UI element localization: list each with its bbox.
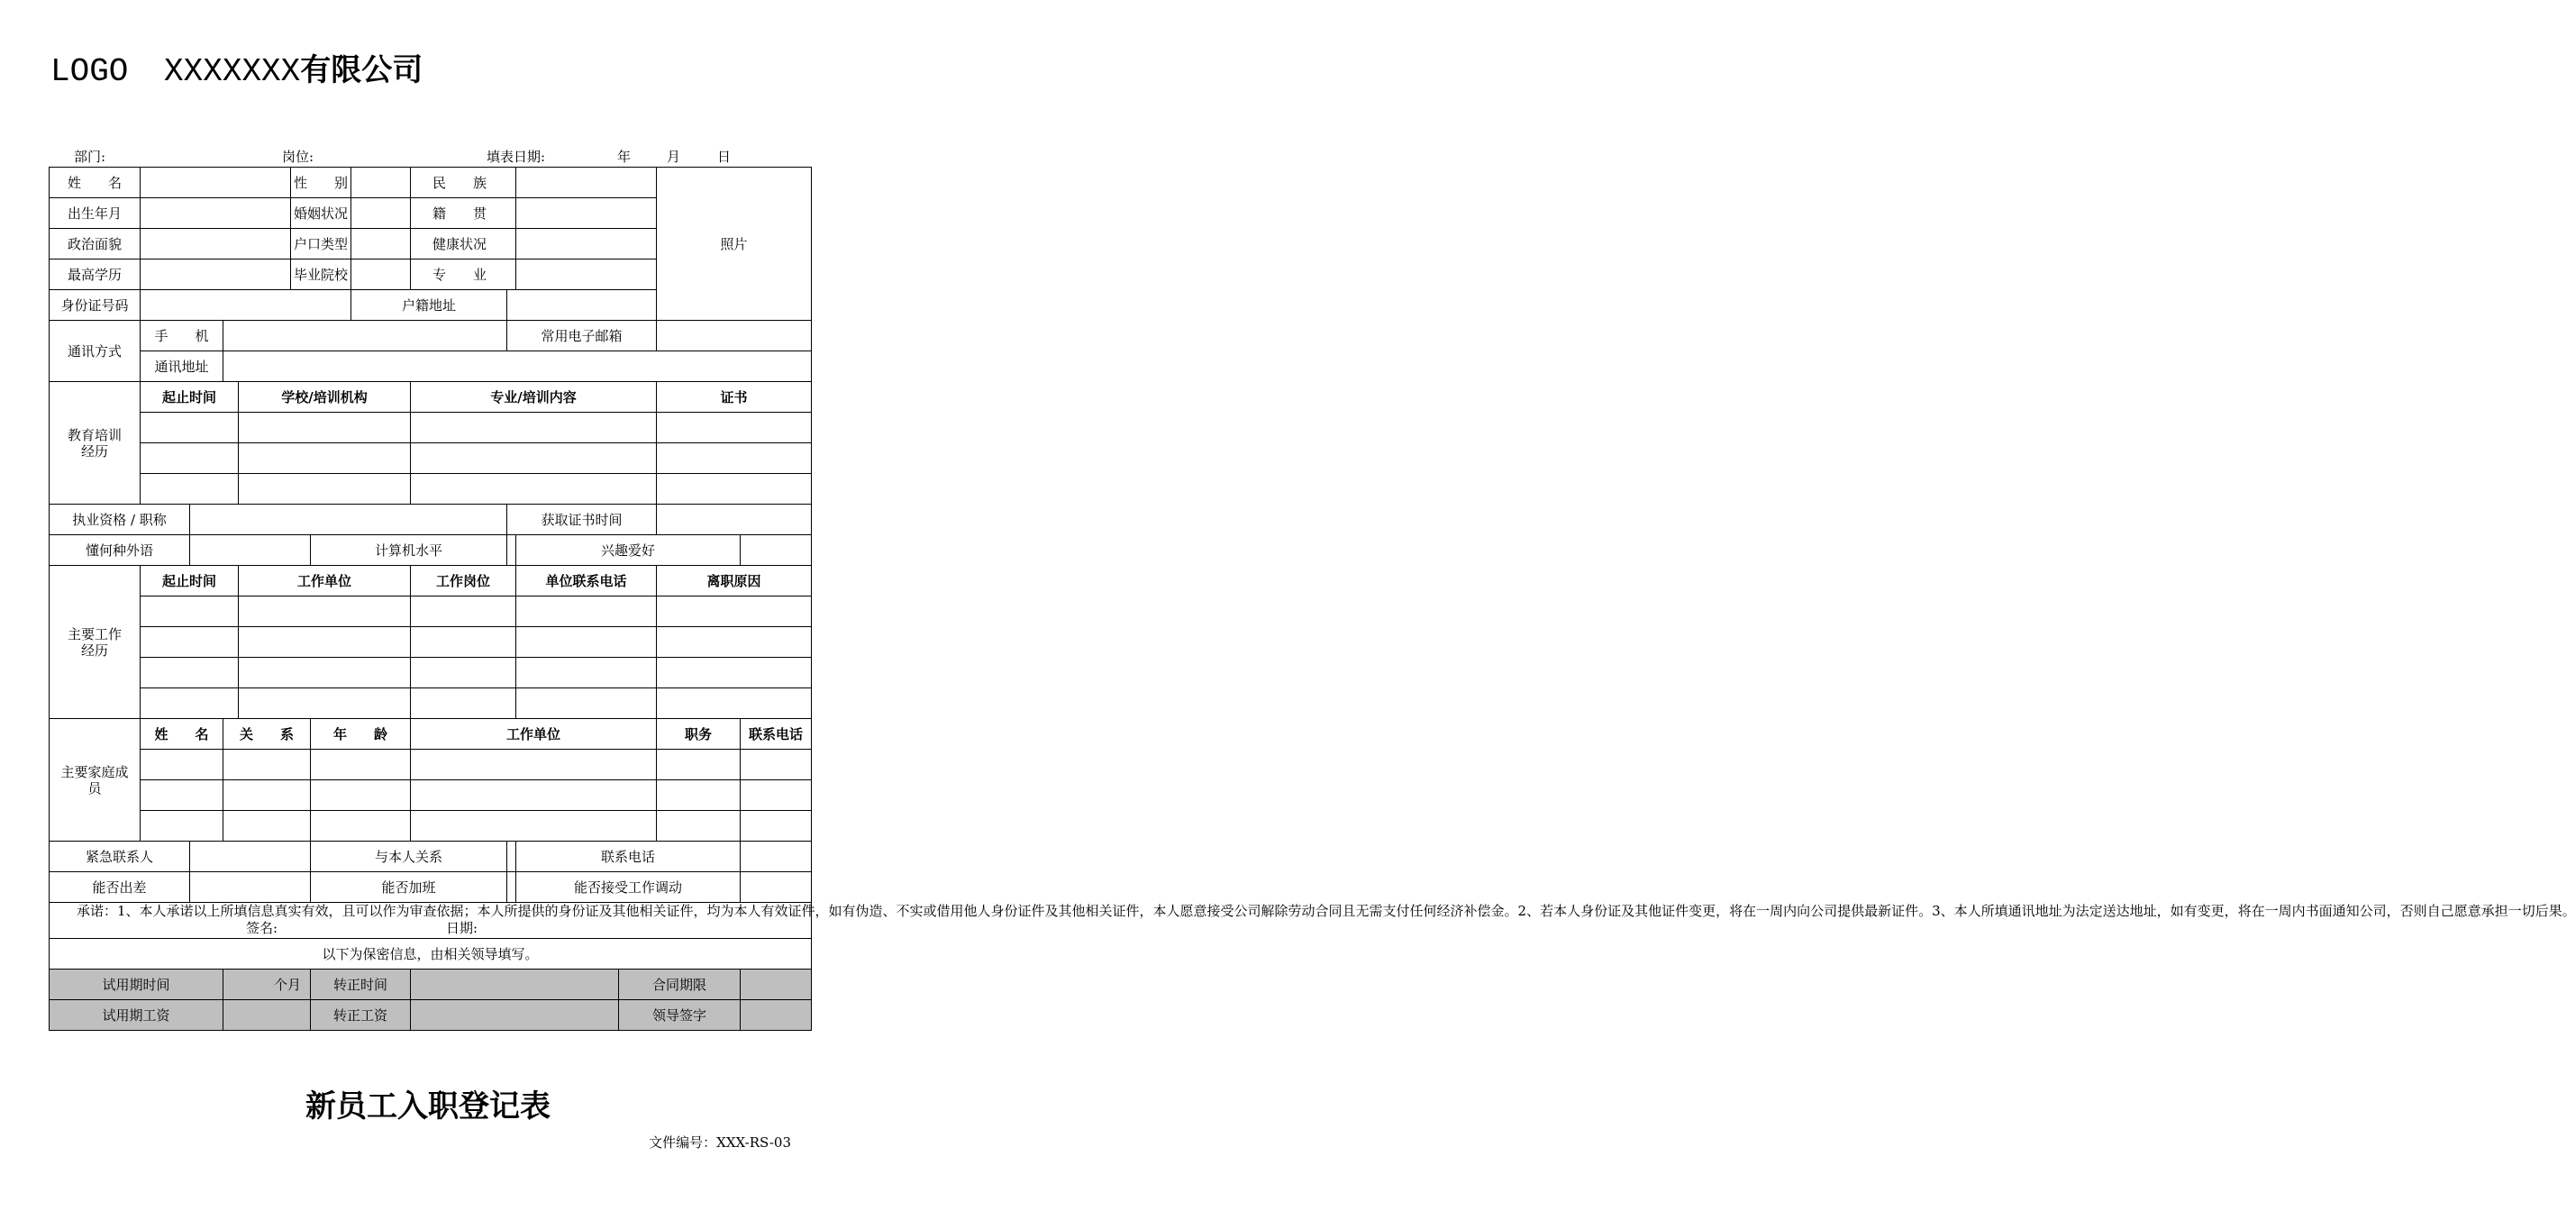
health-field[interactable] xyxy=(516,229,657,260)
political-label: 政治面貌 xyxy=(50,229,141,260)
family-label-text: 主要家庭成员 xyxy=(60,763,129,797)
edu-history-label xyxy=(50,382,141,505)
cert-time-field[interactable] xyxy=(657,505,812,535)
work-col-phone: 单位联系电话 xyxy=(516,566,657,596)
position-label: 岗位: xyxy=(282,149,314,165)
probation-months-field[interactable]: 个月 xyxy=(223,970,311,1000)
computer-label: 计算机水平 xyxy=(311,535,507,566)
birth-field[interactable] xyxy=(141,198,291,229)
sign-label: 签名: xyxy=(246,920,278,936)
education-field[interactable] xyxy=(141,260,291,290)
hobby-field[interactable] xyxy=(741,535,812,566)
row-mobile xyxy=(50,321,812,351)
logo-text: LOGO xyxy=(50,53,129,90)
work-cell[interactable] xyxy=(411,658,516,688)
work-history-label xyxy=(50,566,141,719)
form-title: 新员工入职登记表 xyxy=(305,1088,551,1124)
edu-col-major: 专业/培训内容 xyxy=(411,382,657,413)
family-cell[interactable] xyxy=(741,811,812,842)
hukou-address-field[interactable] xyxy=(507,290,657,321)
row-emergency xyxy=(50,842,812,872)
row-promise xyxy=(50,903,812,939)
health-label: 健康状况 xyxy=(411,229,516,260)
work-cell[interactable] xyxy=(411,596,516,627)
family-cell[interactable] xyxy=(657,750,741,780)
family-label xyxy=(50,719,141,842)
contract-term-field[interactable] xyxy=(741,970,812,1000)
work-cell[interactable] xyxy=(141,658,239,688)
email-field[interactable] xyxy=(657,321,812,351)
row-name xyxy=(50,168,812,198)
hobby-label: 兴趣爱好 xyxy=(516,535,741,566)
family-cell[interactable] xyxy=(223,750,311,780)
row-family-header xyxy=(50,719,812,750)
work-row xyxy=(50,688,812,719)
year-label: 年 xyxy=(617,149,632,165)
signature-line xyxy=(50,920,811,938)
date-label: 填表日期: xyxy=(487,149,546,165)
probation-time-label: 试用期时间 xyxy=(50,970,223,1000)
edu-cell[interactable] xyxy=(141,413,239,443)
company-logo-title xyxy=(50,45,423,90)
contact-label: 通讯方式 xyxy=(50,321,141,382)
work-cell[interactable] xyxy=(516,596,657,627)
work-cell[interactable] xyxy=(516,627,657,658)
family-cell[interactable] xyxy=(141,750,223,780)
family-col-title: 职务 xyxy=(657,719,741,750)
native-label: 籍 贯 xyxy=(411,198,516,229)
family-cell[interactable] xyxy=(657,780,741,811)
row-probation xyxy=(50,970,812,1000)
edu-cell[interactable] xyxy=(411,413,657,443)
edu-col-certificate: 证书 xyxy=(657,382,812,413)
emergency-contact-label: 紧急联系人 xyxy=(50,842,190,872)
work-cell[interactable] xyxy=(239,596,411,627)
political-field[interactable] xyxy=(141,229,291,260)
promise-cell xyxy=(50,903,2576,939)
work-col-period: 起止时间 xyxy=(141,566,239,596)
registration-form-table xyxy=(49,167,2576,1031)
day-label: 日 xyxy=(717,149,732,165)
row-skills xyxy=(50,535,812,566)
row-confidential-note xyxy=(50,939,812,970)
school-label: 毕业院校 xyxy=(291,260,351,290)
major-label: 专 业 xyxy=(411,260,516,290)
probation-salary-field[interactable] xyxy=(223,1000,311,1031)
address-label: 通讯地址 xyxy=(141,351,223,382)
work-cell[interactable] xyxy=(657,627,812,658)
ethnicity-field[interactable] xyxy=(516,168,657,198)
id-number-label: 身份证号码 xyxy=(50,290,141,321)
edu-cell[interactable] xyxy=(239,474,411,505)
family-cell[interactable] xyxy=(223,780,311,811)
family-cell[interactable] xyxy=(311,750,411,780)
family-cell[interactable] xyxy=(141,780,223,811)
company-code: XXXXXXX xyxy=(164,53,301,90)
overtime-field[interactable] xyxy=(507,872,516,903)
school-field[interactable] xyxy=(351,260,411,290)
row-availability xyxy=(50,872,812,903)
travel-label: 能否出差 xyxy=(50,872,190,903)
month-label: 月 xyxy=(667,149,681,165)
marital-label: 婚姻状况 xyxy=(291,198,351,229)
email-label: 常用电子邮箱 xyxy=(507,321,657,351)
work-cell[interactable] xyxy=(657,688,812,719)
row-work-header xyxy=(50,566,812,596)
regular-salary-field[interactable] xyxy=(411,1000,619,1031)
transfer-label: 能否接受工作调动 xyxy=(516,872,741,903)
work-row xyxy=(50,627,812,658)
family-col-age: 年 龄 xyxy=(311,719,411,750)
dept-label: 部门: xyxy=(74,149,106,165)
work-cell[interactable] xyxy=(516,658,657,688)
mobile-label: 手 机 xyxy=(141,321,223,351)
family-row xyxy=(50,750,812,780)
cert-label: 执业资格 / 职称 xyxy=(50,505,190,535)
edu-row xyxy=(50,413,812,443)
cert-time-label: 获取证书时间 xyxy=(507,505,657,535)
family-cell[interactable] xyxy=(741,780,812,811)
computer-field[interactable] xyxy=(507,535,516,566)
hukou-type-label: 户口类型 xyxy=(291,229,351,260)
company-suffix: 有限公司 xyxy=(300,52,423,88)
work-cell[interactable] xyxy=(411,688,516,719)
family-cell[interactable] xyxy=(311,811,411,842)
edu-cell[interactable] xyxy=(239,413,411,443)
transfer-field[interactable] xyxy=(741,872,812,903)
work-cell[interactable] xyxy=(411,627,516,658)
ethnicity-label: 民 族 xyxy=(411,168,516,198)
family-cell[interactable] xyxy=(411,750,657,780)
edu-history-label-text: 教育培训经历 xyxy=(67,426,122,460)
work-cell[interactable] xyxy=(239,688,411,719)
gender-label: 性 别 xyxy=(291,168,351,198)
edu-cell[interactable] xyxy=(657,413,812,443)
leader-sign-label: 领导签字 xyxy=(619,1000,741,1031)
work-cell[interactable] xyxy=(657,658,812,688)
document-number: 文件编号：XXX-RS-03 xyxy=(649,1134,791,1151)
work-row xyxy=(50,596,812,627)
work-cell[interactable] xyxy=(239,658,411,688)
address-field[interactable] xyxy=(223,351,812,382)
family-cell[interactable] xyxy=(141,811,223,842)
edu-cell[interactable] xyxy=(141,443,239,474)
edu-row xyxy=(50,474,812,505)
birth-label: 出生年月 xyxy=(50,198,141,229)
travel-field[interactable] xyxy=(190,872,311,903)
edu-col-school: 学校/培训机构 xyxy=(239,382,411,413)
probation-salary-label: 试用期工资 xyxy=(50,1000,223,1031)
work-col-employer: 工作单位 xyxy=(239,566,411,596)
edu-cell[interactable] xyxy=(657,474,812,505)
family-row xyxy=(50,811,812,842)
overtime-label: 能否加班 xyxy=(311,872,507,903)
family-row xyxy=(50,780,812,811)
language-field[interactable] xyxy=(190,535,311,566)
regular-time-field[interactable] xyxy=(411,970,619,1000)
family-cell[interactable] xyxy=(411,811,657,842)
gender-field[interactable] xyxy=(351,168,411,198)
marital-field[interactable] xyxy=(351,198,411,229)
regular-salary-label: 转正工资 xyxy=(311,1000,411,1031)
work-cell[interactable] xyxy=(516,688,657,719)
sign-date-label: 日期: xyxy=(446,920,478,936)
row-edu-header xyxy=(50,382,812,413)
photo-box[interactable]: 照片 xyxy=(657,168,812,321)
native-field[interactable] xyxy=(516,198,657,229)
edu-cell[interactable] xyxy=(411,474,657,505)
edu-cell[interactable] xyxy=(141,474,239,505)
major-field[interactable] xyxy=(516,260,657,290)
row-cert xyxy=(50,505,812,535)
family-cell[interactable] xyxy=(411,780,657,811)
work-cell[interactable] xyxy=(141,627,239,658)
family-cell[interactable] xyxy=(311,780,411,811)
regular-time-label: 转正时间 xyxy=(311,970,411,1000)
edu-cell[interactable] xyxy=(239,443,411,474)
family-col-phone: 联系电话 xyxy=(741,719,812,750)
leader-sign-field[interactable] xyxy=(741,1000,812,1031)
language-label: 懂何种外语 xyxy=(50,535,190,566)
relation-field[interactable] xyxy=(507,842,516,872)
work-cell[interactable] xyxy=(141,596,239,627)
work-col-reason: 离职原因 xyxy=(657,566,812,596)
name-field[interactable] xyxy=(141,168,291,198)
name-label: 姓 名 xyxy=(50,168,141,198)
hukou-type-field[interactable] xyxy=(351,229,411,260)
work-history-label-text: 主要工作经历 xyxy=(67,625,122,659)
contract-term-label: 合同期限 xyxy=(619,970,741,1000)
cert-field[interactable] xyxy=(190,505,507,535)
promise-text: 承诺：1、本人承诺以上所填信息真实有效，且可以作为审查依据；本人所提供的身份证及其他相关证件，均为本人有效证件，如有伪造、不实或借用他人身份证件及其他相关证件，本人愿意接受公司解除劳动合同且无需支付任何经济补偿金。2、若本人身份证及其他证件变更，将在一周内向公司提供最新证件。3、本人所填通讯地址为法定送达地址，如有变更，将在一周内书面通知公司，否则自己愿意承担一切后果。 xyxy=(77,903,2576,919)
work-cell[interactable] xyxy=(239,627,411,658)
education-label: 最高学历 xyxy=(50,260,141,290)
family-cell[interactable] xyxy=(741,750,812,780)
work-col-position: 工作岗位 xyxy=(411,566,516,596)
family-col-relation: 关 系 xyxy=(223,719,311,750)
emergency-contact-field[interactable] xyxy=(190,842,311,872)
edu-col-period: 起止时间 xyxy=(141,382,239,413)
edu-cell[interactable] xyxy=(411,443,657,474)
edu-cell[interactable] xyxy=(657,443,812,474)
relation-label: 与本人关系 xyxy=(311,842,507,872)
emergency-phone-label: 联系电话 xyxy=(516,842,741,872)
work-cell[interactable] xyxy=(657,596,812,627)
family-col-employer: 工作单位 xyxy=(411,719,657,750)
row-address xyxy=(50,351,812,382)
family-cell[interactable] xyxy=(223,811,311,842)
edu-row xyxy=(50,443,812,474)
confidential-note: 以下为保密信息，由相关领导填写。 xyxy=(50,939,812,970)
hukou-address-label: 户籍地址 xyxy=(351,290,507,321)
mobile-field[interactable] xyxy=(223,321,507,351)
work-cell[interactable] xyxy=(141,688,239,719)
family-col-name: 姓 名 xyxy=(141,719,223,750)
row-salary xyxy=(50,1000,812,1031)
family-cell[interactable] xyxy=(657,811,741,842)
work-row xyxy=(50,658,812,688)
emergency-phone-field[interactable] xyxy=(741,842,812,872)
id-number-field[interactable] xyxy=(141,290,351,321)
